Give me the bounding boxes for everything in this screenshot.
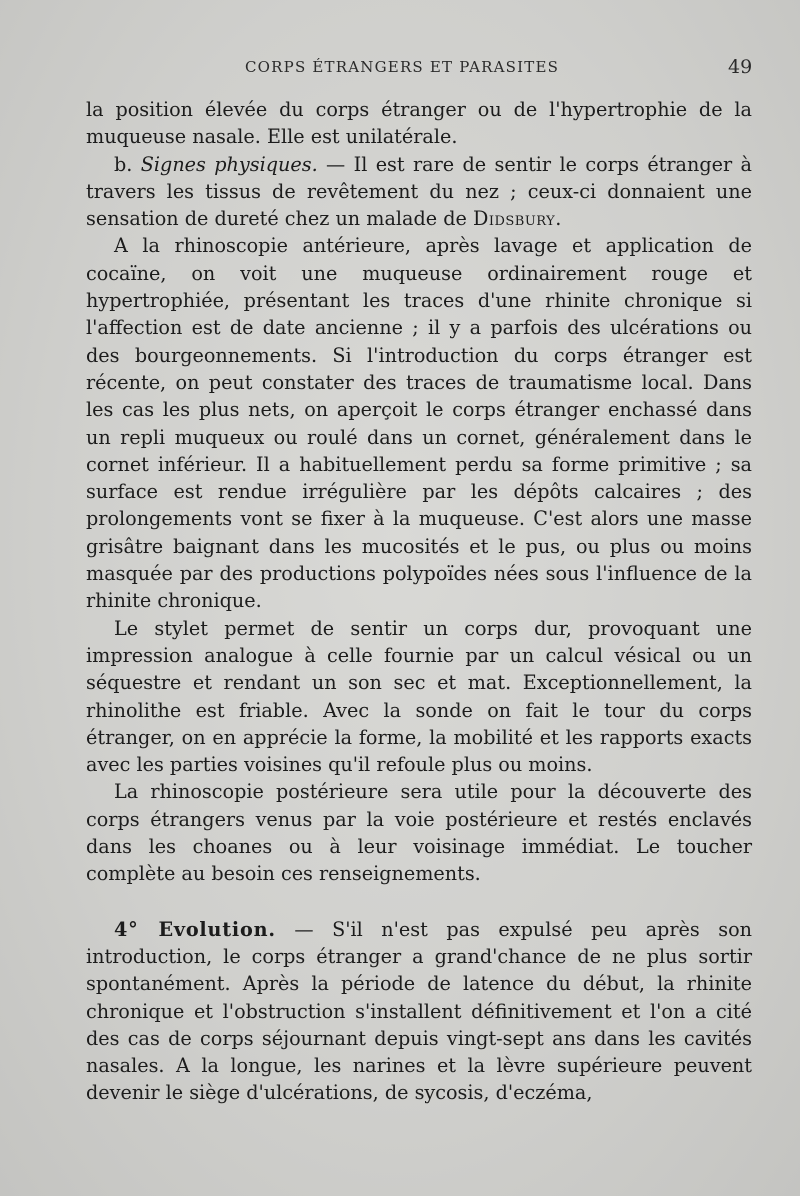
list-marker: b. [114, 152, 141, 176]
section-heading: 4° Evolution. [114, 917, 276, 941]
body-text [86, 96, 752, 1107]
page-header [0, 58, 800, 84]
paragraph-6-text: — S'il n'est pas expulsé peu après son introduction, le corps étranger a grand'chance de ne plus sortir spontanément. Après la période de latence du début, la rhinite chronique et l'obstruction s'installent définitivement et l'on a cité des cas de corps séjournant depuis vingt-sept ans dans les cavités nasales. A la longue, les narines et la lèvre supérieure peuvent devenir le siège d'ulcérations, de sycosis, d'eczéma, [86, 917, 752, 1105]
paragraph-1: la position élevée du corps étranger ou de l'hypertrophie de la muqueuse nasale. Elle est unilatérale. [86, 98, 752, 149]
paragraph-2-text: — Il est rare de sentir le corps étranger à travers les tissus de revêtement du nez ; ceux-ci donnaient une sensation de dureté chez un malade de [86, 152, 752, 231]
page-number: 49 [728, 56, 753, 78]
running-title: CORPS ÉTRANGERS ET PARASITES [245, 58, 560, 76]
section-spacer [86, 888, 752, 916]
paragraph-6 [86, 916, 752, 1107]
paragraph-5: La rhinoscopie postérieure sera utile pour la découverte des corps étrangers venus par la voie postérieure et restés enclavés dans les choanes ou à leur voisinage immédiat. Le toucher complète au besoin ces renseignements. [86, 780, 752, 886]
paragraph-2 [86, 151, 752, 233]
paragraph-4: Le stylet permet de sentir un corps dur, provoquant une impression analogue à celle fournie par un calcul vésical ou un séquestre et rendant un son sec et mat. Exceptionnellement, la rhinolithe est friable. Avec la sonde on fait le tour du corps étranger, on en apprécie la forme, la mobilité et les rapports exacts avec les parties voisines qu'il refoule plus ou moins. [86, 616, 752, 777]
author-name: Didsbury [472, 207, 556, 231]
subsection-title: Signes physiques. [140, 152, 318, 176]
paragraph-2-end: . [555, 207, 562, 231]
paragraph-3: A la rhinoscopie antérieure, après lavage et application de cocaïne, on voit une muqueuse ordinairement rouge et hypertrophiée, présentant les traces d'une rhinite chronique si l'affection est de date ancienne ; il y a parfois des ulcérations ou des bourgeonnements. Si l'introduction du corps étranger est récente, on peut constater des traces de traumatisme local. Dans les cas les plus nets, on aperçoit le corps étranger enchassé dans un repli muqueux ou roulé dans un cornet, généralement dans le cornet inférieur. Il a habituellement perdu sa forme primitive ; sa surface est rendue irrégulière par les dépôts calcaires ; des prolongements vont se fixer à la muqueuse. C'est alors une masse grisâtre baignant dans les mucosités et le pus, ou plus ou moins masquée par des productions polypoïdes nées sous l'influence de la rhinite chronique. [86, 234, 752, 613]
